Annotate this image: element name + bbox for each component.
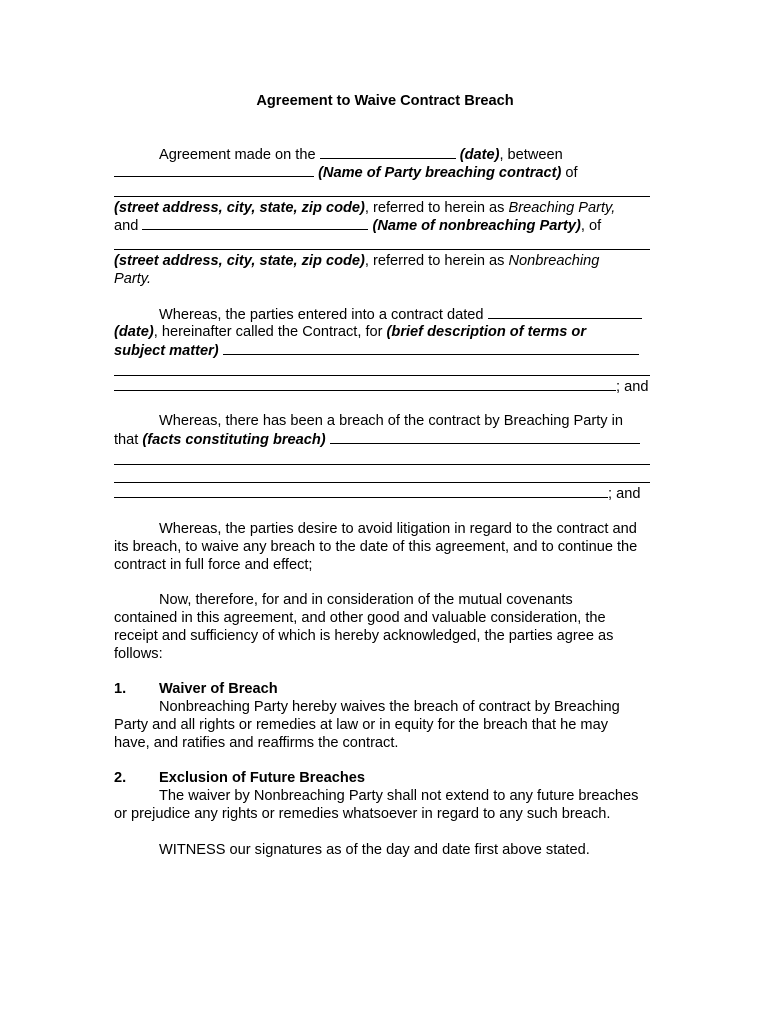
whereas3-line-3: contract in full force and effect; <box>114 557 313 573</box>
facts-blank-4[interactable] <box>114 484 608 498</box>
section-1-line-3: have, and ratifies and reaffirms the contract. <box>114 735 399 751</box>
facts-blank-3[interactable] <box>114 482 650 483</box>
description-label: (brief description of terms or <box>386 324 587 340</box>
intro-line-2: (Name of Party breaching contract) of <box>114 163 578 182</box>
section-1-heading: Waiver of Breach <box>159 681 278 697</box>
whereas1-line-3 <box>114 341 639 360</box>
contract-date-label: (date) <box>114 324 154 340</box>
address-label: (street address, city, state, zip code) <box>114 200 365 216</box>
description-blank-2[interactable] <box>114 375 650 376</box>
section-2-number: 2. <box>114 770 127 786</box>
now-line-2: contained in this agreement, and other good and valuable consideration, the <box>114 610 606 626</box>
whereas1-line-1: Whereas, the parties entered into a contract dated <box>159 305 642 324</box>
facts-blank-2[interactable] <box>114 464 650 465</box>
section-2-heading: Exclusion of Future Breaches <box>159 770 365 786</box>
section-1-number: 1. <box>114 681 127 697</box>
intro-line-6: Party. <box>114 271 152 287</box>
now-line-3: receipt and sufficiency of which is hereby acknowledged, the parties agree as <box>114 628 614 644</box>
intro-line-1: Agreement made on the (date), between <box>159 147 563 163</box>
breaching-party-name-label: (Name of Party breaching contract) <box>318 165 562 181</box>
intro-line-4: and (Name of nonbreaching Party), of <box>114 218 602 234</box>
nonbreaching-party-name-blank[interactable] <box>142 216 368 230</box>
section-2-line-2: or prejudice any rights or remedies whatsoever in regard to any such breach. <box>114 806 611 822</box>
breaching-party-term: Breaching Party, <box>508 200 616 216</box>
subject-matter-label: subject matter) <box>114 343 219 359</box>
section-1-line-1: Nonbreaching Party hereby waives the breach of contract by Breaching <box>159 699 620 715</box>
address-label-2: (street address, city, state, zip code) <box>114 253 365 269</box>
facts-label: (facts constituting breach) <box>142 432 326 448</box>
agreement-date-blank[interactable] <box>320 145 456 159</box>
now-line-4: follows: <box>114 646 163 662</box>
facts-blank-1[interactable] <box>330 430 640 444</box>
now-line-1: Now, therefore, for and in consideration of the mutual covenants <box>159 592 573 608</box>
breaching-address-blank[interactable] <box>114 196 650 197</box>
nonbreaching-party-term: Nonbreaching <box>508 253 600 269</box>
intro-line-3: (street address, city, state, zip code), referred to herein as Breaching Party, <box>114 200 616 216</box>
whereas2-line-5: ; and <box>114 484 640 503</box>
whereas1-line-2: (date), hereinafter called the Contract, for (brief description of terms or <box>114 324 587 340</box>
contract-date-blank[interactable] <box>488 305 642 319</box>
section-1-line-2: Party and all rights or remedies at law or in equity for the breach that he may <box>114 717 608 733</box>
whereas1-line-5: ; and <box>114 377 648 396</box>
date-label: (date) <box>459 147 500 163</box>
whereas2-line-2: that (facts constituting breach) <box>114 430 640 449</box>
whereas3-line-2: its breach, to waive any breach to the date of this agreement, and to continue the <box>114 539 638 555</box>
breaching-party-name-blank[interactable] <box>114 163 314 177</box>
nonbreaching-address-blank[interactable] <box>114 249 650 250</box>
whereas3-line-1: Whereas, the parties desire to avoid litigation in regard to the contract and <box>159 521 637 537</box>
nonbreaching-party-name-label: (Name of nonbreaching Party) <box>372 218 581 234</box>
intro-line-5: (street address, city, state, zip code), referred to herein as Nonbreaching <box>114 253 600 269</box>
whereas2-line-1: Whereas, there has been a breach of the contract by Breaching Party in <box>159 413 624 429</box>
section-2-line-1: The waiver by Nonbreaching Party shall not extend to any future breaches <box>159 788 639 804</box>
document-title: Agreement to Waive Contract Breach <box>256 93 514 109</box>
description-blank-3[interactable] <box>114 377 616 391</box>
witness-clause: WITNESS our signatures as of the day and date first above stated. <box>159 842 590 858</box>
description-blank-1[interactable] <box>223 341 639 355</box>
